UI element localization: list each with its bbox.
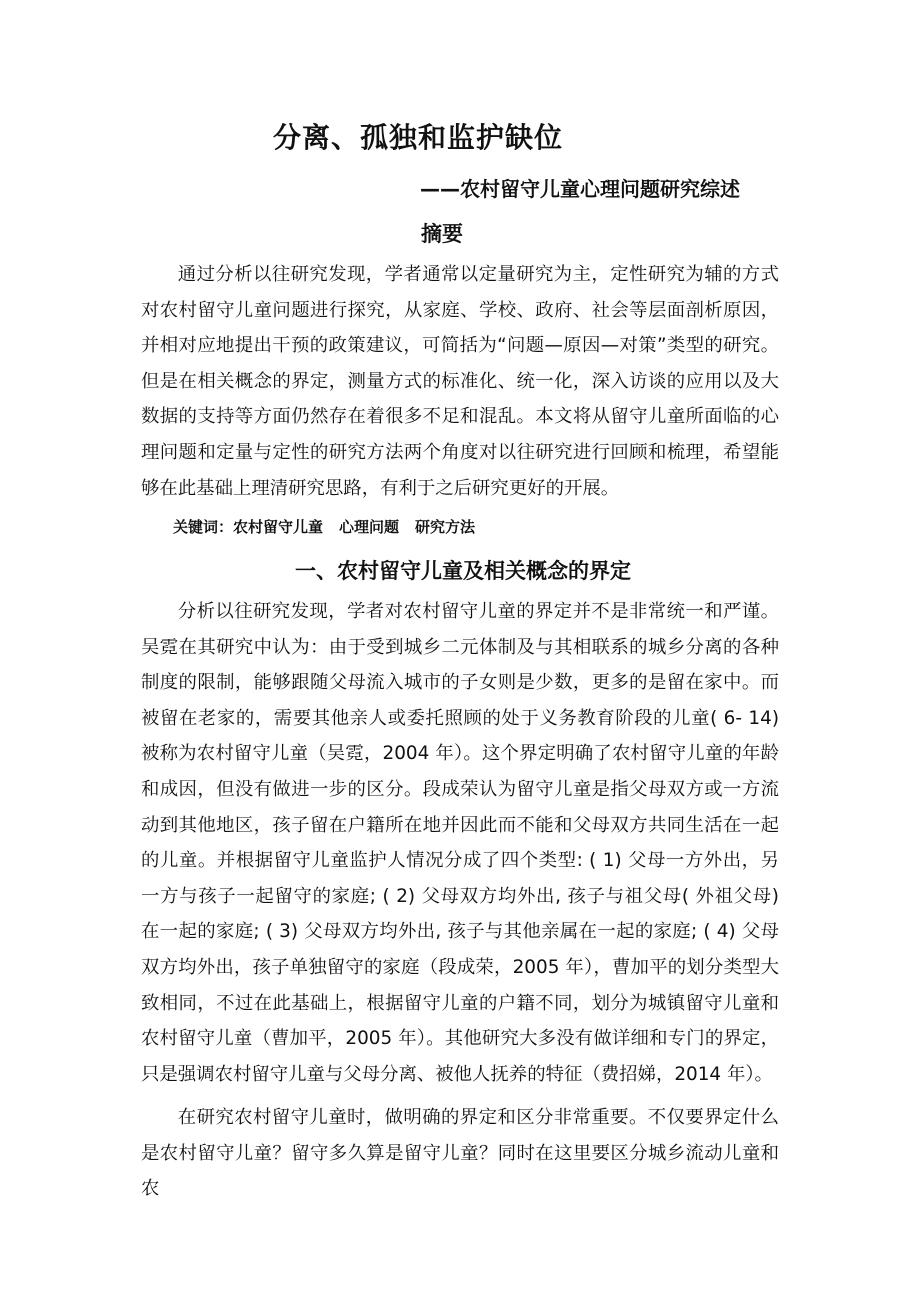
abstract-heading: 摘要 — [421, 222, 463, 246]
document-subtitle: ——农村留守儿童心理问题研究综述 — [420, 177, 740, 201]
body-paragraph: 在研究农村留守儿童时，做明确的界定和区分非常重要。不仅要界定什么是农村留守儿童？留守多久算是留守儿童？同时在这里要区分城乡流动儿童和农 — [141, 1107, 779, 1200]
document-title: 分离、孤独和监护缺位 — [272, 121, 563, 154]
keyword-item: 研究方法 — [415, 518, 476, 536]
keywords-label: 关键词： — [173, 518, 234, 536]
keywords-line — [173, 516, 491, 537]
keyword-item: 农村留守儿童 — [233, 518, 324, 536]
keyword-item: 心理问题 — [339, 518, 400, 536]
body-paragraph: 分析以往研究发现，学者对农村留守儿童的界定并不是非常统一和严谨。吴霓在其研究中认为：由于受到城乡二元体制及与其相联系的城乡分离的各种制度的限制，能够跟随父母流入城市的子女则是少数，更多的是留在家中。而被留在老家的，需要其他亲人或委托照顾的处于义务教育阶段的儿童( 6- 14) 被称为农村留守儿童（吴霓，2004 年）。这个界定明确了农村留守儿童的年龄和成因，但没有做进一步的区分。段成荣认为留守儿童是指父母双方或一方流动到其他地区，孩子留在户籍所在地并因此而不能和父母双方共同生活在一起的儿童。并根据留守儿童监护人情况分成了四个类型: ( 1) 父母一方外出，另一方与孩子一起留守的家庭; ( 2) 父母双方均外出, 孩子与祖父母( 外祖父母) 在一起的家庭; ( 3) 父母双方均外出, 孩子与其他亲属在一起的家庭; ( 4) 父母双方均外出，孩子单独留守的家庭（段成荣，2005 年），曹加平的划分类型大致相同，不过在此基础上，根据留守儿童的户籍不同，划分为城镇留守儿童和农村留守儿童（曹加平，2005 年）。其他研究大多没有做详细和专门的界定，只是强调农村留守儿童与父母分离、被他人抚养的特征（费招娣，2014 年）。 — [141, 601, 779, 1085]
section-heading: 一、农村留守儿童及相关概念的界定 — [295, 559, 631, 583]
abstract-paragraph: 通过分析以往研究发现，学者通常以定量研究为主，定性研究为辅的方式对农村留守儿童问题进行探究，从家庭、学校、政府、社会等层面剖析原因，并相对应地提出干预的政策建议，可简括为“问题—原因—对策”类型的研究。但是在相关概念的界定，测量方式的标准化、统一化，深入访谈的应用以及大数据的支持等方面仍然存在着很多不足和混乱。本文将从留守儿童所面临的心理问题和定量与定性的研究方法两个角度对以往研究进行回顾和梳理，希望能够在此基础上理清研究思路，有利于之后研究更好的开展。 — [141, 264, 779, 499]
